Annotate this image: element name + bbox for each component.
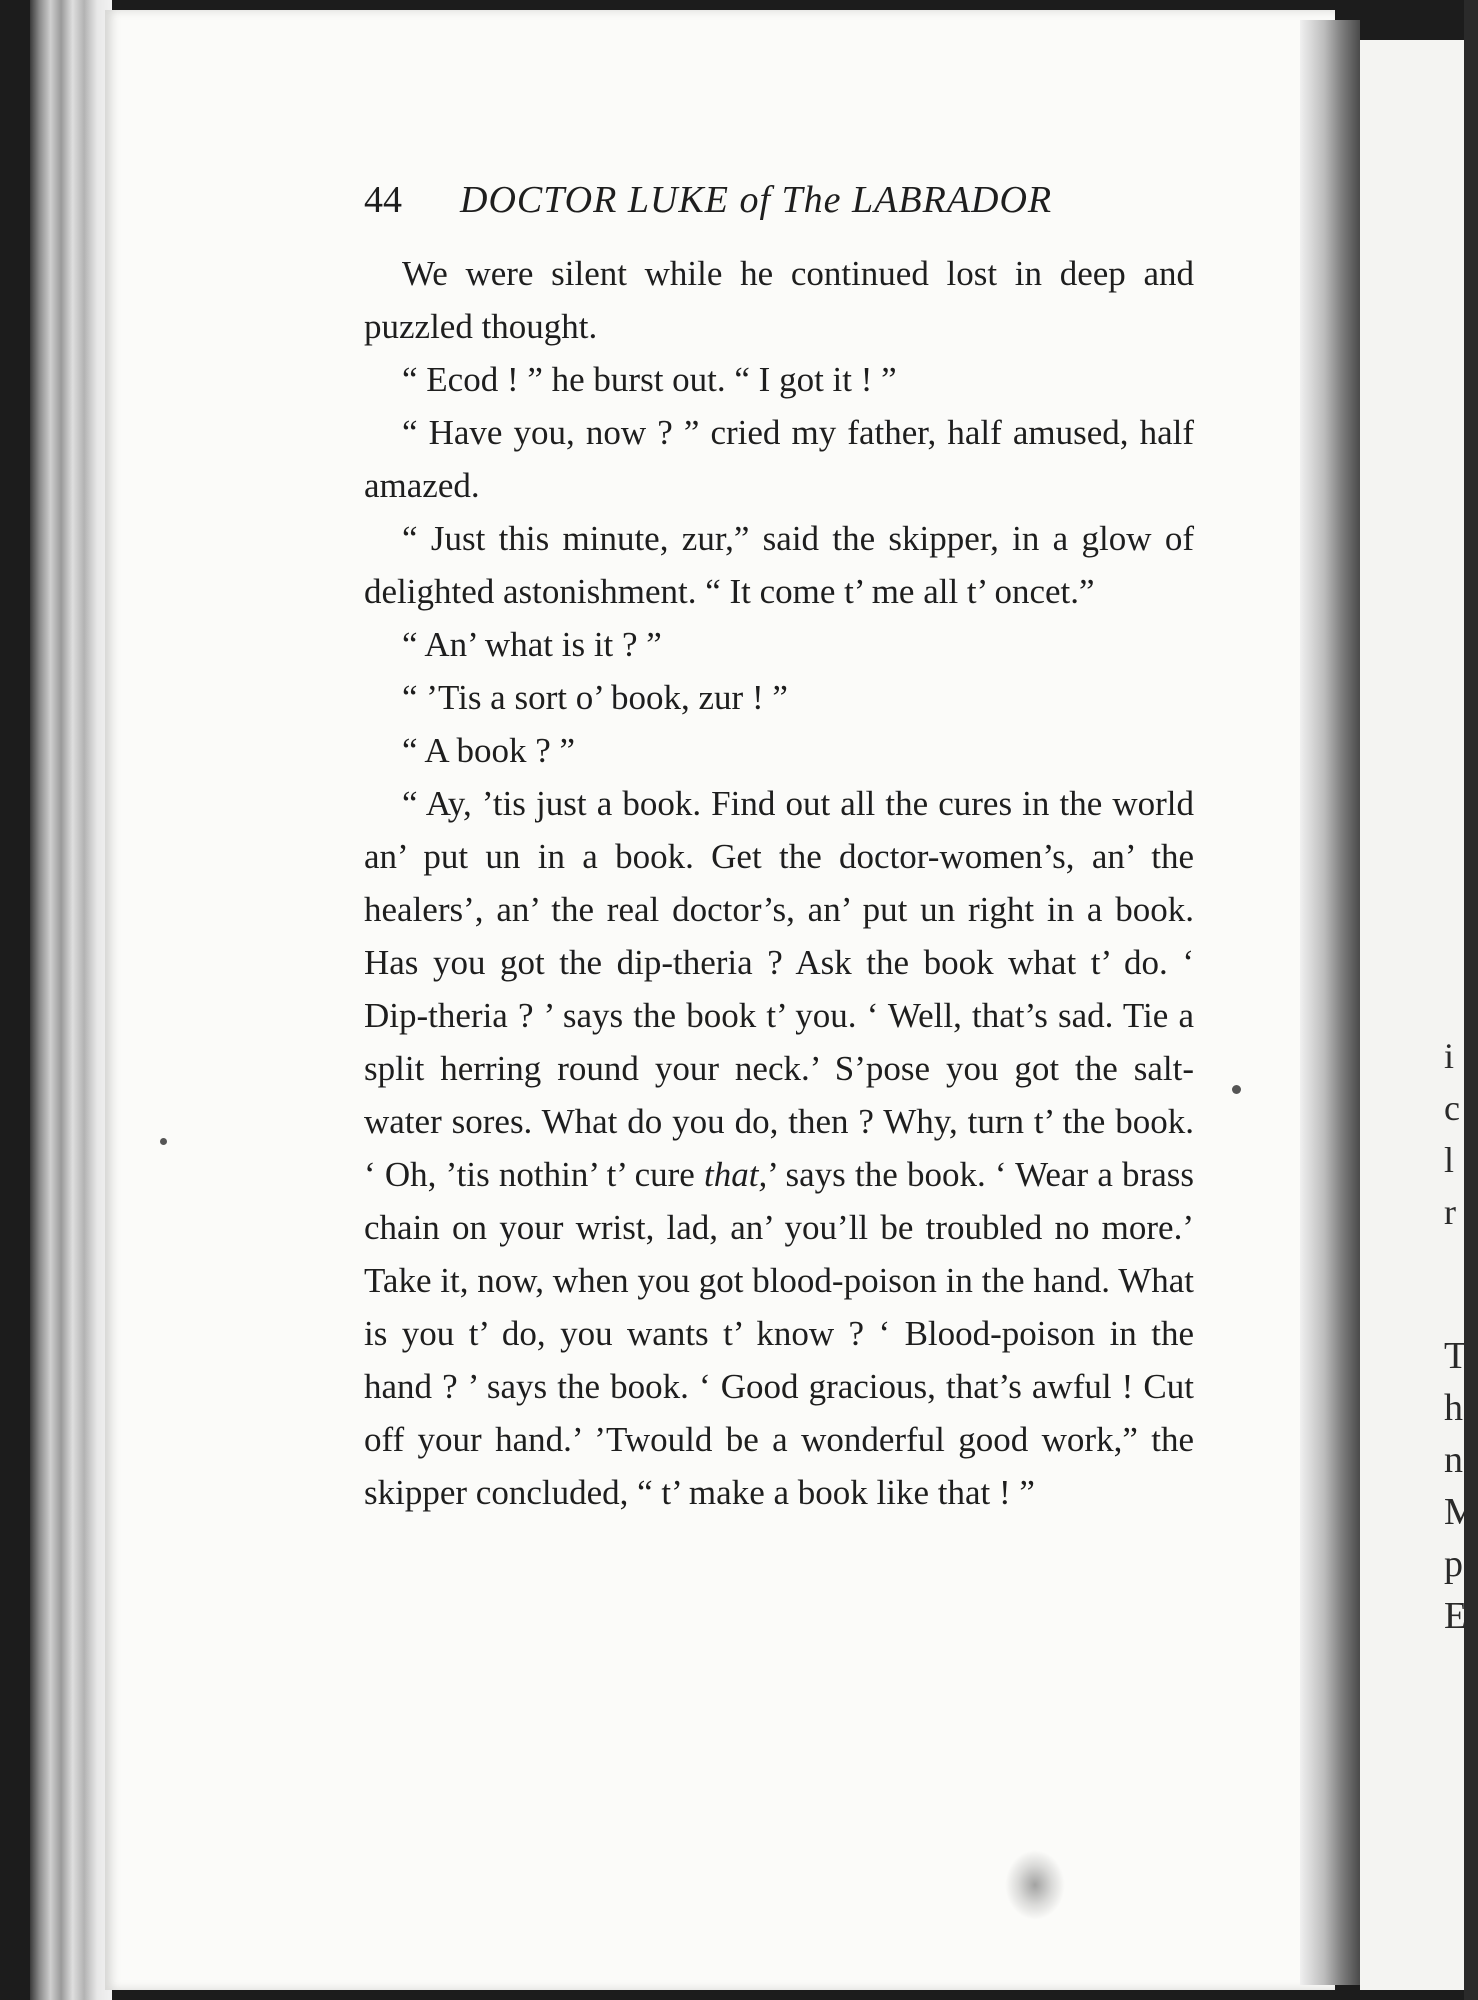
page-number: 44 — [364, 179, 402, 221]
paragraph: “ Ecod ! ” he burst out. “ I got it ! ” — [402, 360, 897, 399]
paragraph: “ Just this minute, zur,” said the skipper, in a glow of delighted astonishment. “ It come t’ me all t’ oncet.” — [364, 519, 1194, 611]
paragraph-part: ’ says the book. ‘ Wear a brass chain on your wrist, lad, an’ you’ll be troubled no more.’ Take it, now, when you got blood-poison in the hand. What is you t’ do, you wants t’ know ? ‘ Blood-poison in the hand ? ’ says the book. ‘ Good gracious, that’s awful ! Cut off your hand.’ ’Twould be a wonderful good work,” the skipper concluded, “ t’ make a book like that ! ” — [364, 1155, 1194, 1512]
ink-speck — [1232, 1085, 1241, 1094]
facing-page-letters — [1444, 1330, 1478, 1642]
running-header — [364, 178, 1204, 222]
paragraph-part: “ Ay, ’tis just a book. Find out all the cures in the world an’ put un in a book. Get the doctor-women’s, an’ the healers’, an’ the real doctor’s, an’ put un right in a book. Has you got the dip-theria ? Ask the book what t’ do. ‘ Dip-theria ? ’ says the book t’ you. ‘ Well, that’s sad. Tie a split herring round your neck.’ S’pose you got the salt-water sores. What do you do, then ? Why, turn t’ the book. ‘ Oh, ’tis nothin’ t’ cure — [364, 784, 1194, 1194]
paragraph-long — [364, 777, 1194, 1519]
facing-letter: l — [1444, 1140, 1455, 1180]
paragraph: “ An’ what is it ? ” — [402, 625, 662, 664]
facing-page — [1360, 40, 1464, 1990]
facing-letter: c — [1444, 1088, 1460, 1128]
paragraph: “ Have you, now ? ” cried my father, half amused, half amazed. — [364, 413, 1194, 505]
paragraph: We were silent while he continued lost in deep and puzzled thought. — [364, 254, 1194, 346]
facing-letter: M — [1444, 1491, 1478, 1533]
emphasis-that: that, — [704, 1155, 768, 1194]
facing-letter: T — [1444, 1335, 1468, 1377]
facing-letter: r — [1444, 1192, 1456, 1232]
paragraph: “ A book ? ” — [402, 731, 576, 770]
facing-page-letters-top — [1444, 1030, 1460, 1238]
ink-speck — [160, 1138, 167, 1145]
book-gutter — [1300, 20, 1360, 1985]
facing-letter: i — [1444, 1036, 1455, 1076]
book-page-edges — [30, 0, 112, 2000]
facing-letter: p — [1444, 1543, 1463, 1585]
body-text — [364, 247, 1194, 1519]
facing-letter: n — [1444, 1439, 1463, 1481]
running-title: DOCTOR LUKE of The LABRADOR — [460, 179, 1053, 221]
facing-letter: h — [1444, 1387, 1463, 1429]
facing-letter: E — [1444, 1595, 1468, 1637]
paragraph: “ ’Tis a sort o’ book, zur ! ” — [402, 678, 788, 717]
ink-smudge — [1005, 1850, 1065, 1920]
